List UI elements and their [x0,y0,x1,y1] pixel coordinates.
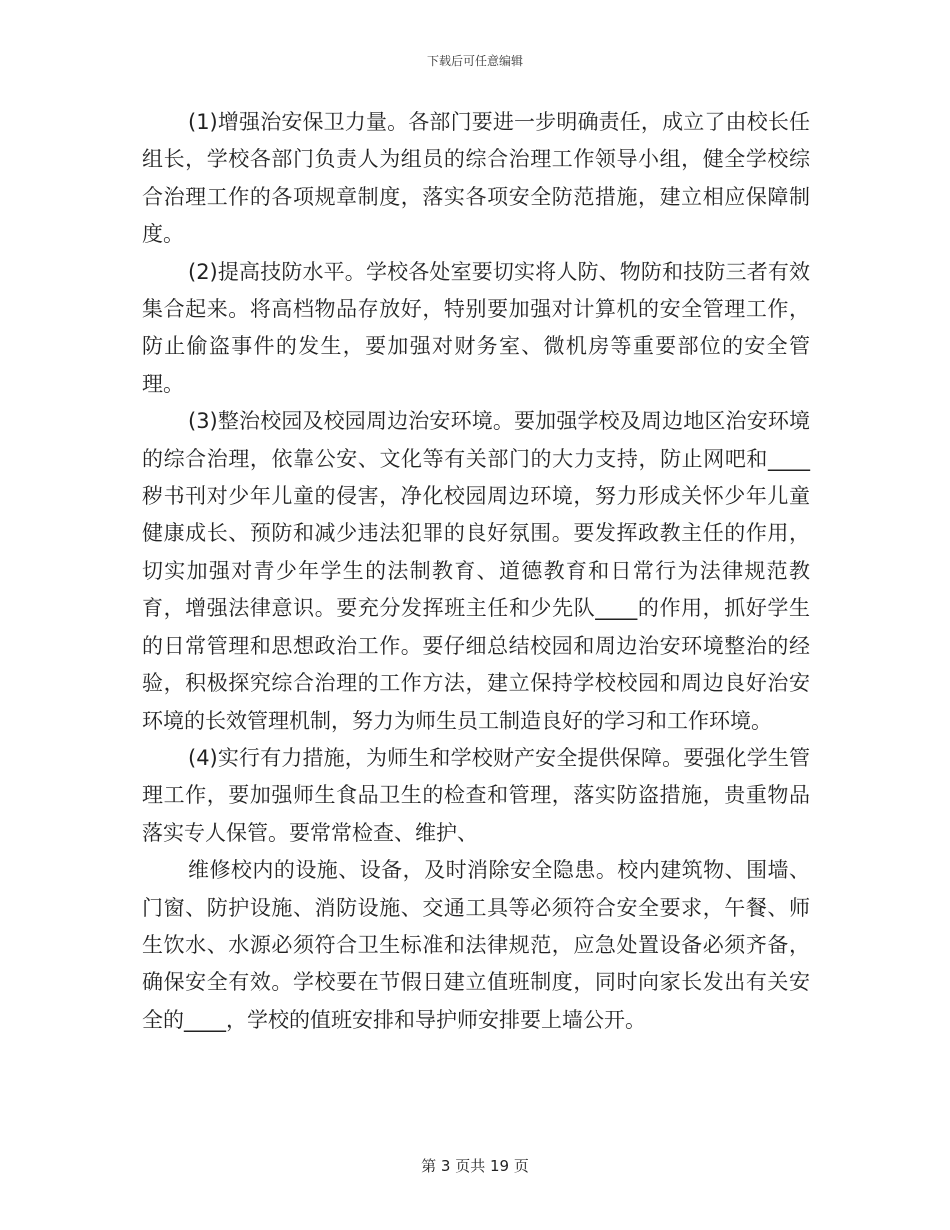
document-body [142,104,810,1039]
paragraph-2: (2)提高技防水平。学校各处室要切实将人防、物防和技防三者有效集合起来。将高档物品存放好，特别要加强对计算机的安全管理工作，防止偷盗事件的发生，要加强对财务室、微机房等重要部位的安全管理。 [142,259,810,396]
paragraph-3: (3)整治校园及校园周边治安环境。要加强学校及周边地区治安环境的综合治理，依靠公安、文化等有关部门的大力支持，防止网吧和____秽书刊对少年儿童的侵害，净化校园周边环境，努力形成关怀少年儿童健康成长、预防和减少违法犯罪的良好氛围。要发挥政教主任的作用，切实加强对青少年学生的法制教育、道德教育和日常行为法律规范教育，增强法律意识。要充分发挥班主任和少先队____的作用，抓好学生的日常管理和思想政治工作。要仔细总结校园和周边治安环境整治的经验，积极探究综合治理的工作方法，建立保持学校校园和周边良好治安环境的长效管理机制，努力为师生员工制造良好的学习和工作环境。 [142,409,810,733]
page-header: 下载后可任意编辑 [426,54,523,68]
page-number-footer: 第 3 页共 19 页 [421,1157,529,1175]
paragraph-1: (1)增强治安保卫力量。各部门要进一步明确责任，成立了由校长任组长，学校各部门负责人为组员的综合治理工作领导小组，健全学校综合治理工作的各项规章制度，落实各项安全防范措施，建立相应保障制度。 [142,110,810,247]
paragraph-4: (4)实行有力措施，为师生和学校财产安全提供保障。要强化学生管理工作，要加强师生食品卫生的检查和管理，落实防盗措施，贵重物品落实专人保管。要常常检查、维护、 [142,745,810,845]
paragraph-5: 维修校内的设施、设备，及时消除安全隐患。校内建筑物、围墙、门窗、防护设施、消防设施、交通工具等必须符合安全要求，午餐、师生饮水、水源必须符合卫生标准和法律规范，应急处置设备必须齐备，确保安全有效。学校要在节假日建立值班制度，同时向家长发出有关安全的____，学校的值班安排和导护师安排要上墙公开。 [142,858,810,1032]
